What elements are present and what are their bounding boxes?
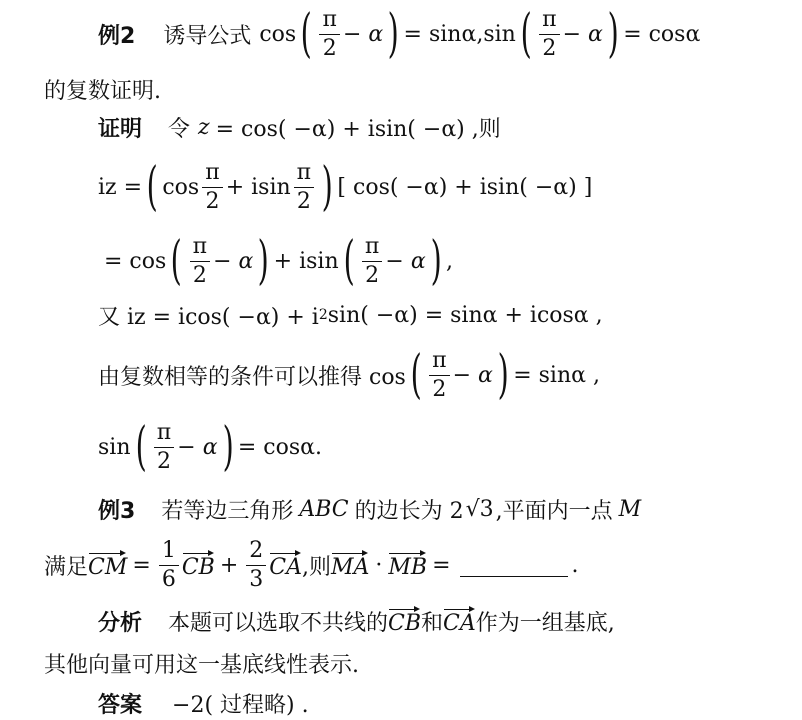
- left-paren: (: [170, 231, 183, 291]
- proof-label: 证明: [98, 116, 143, 142]
- proof-line-3: [104, 232, 453, 290]
- point-m: M: [618, 496, 642, 522]
- pi-over-2-fraction: $\frac{\pi}{2}$: [539, 8, 559, 59]
- answer-text: −2( 过程略) .: [172, 692, 309, 718]
- conclusion-text: 由复数相等的条件可以推得 cos: [98, 364, 406, 390]
- triangle-abc: ABC: [299, 496, 349, 522]
- example2-tail-text: 的复数证明.: [44, 78, 161, 104]
- plus-sign: +: [219, 552, 239, 578]
- pi-over-2-fraction: $\frac{\pi}{2}$: [319, 8, 339, 59]
- right-paren: ): [497, 345, 509, 405]
- left-paren: (: [343, 231, 355, 291]
- minus-alpha: − α: [342, 21, 384, 47]
- analysis-text-a: 本题可以选取不共线的: [168, 610, 389, 636]
- vector-ca: CA: [443, 607, 476, 636]
- equals-cos-alpha-end: = cosα.: [237, 434, 322, 460]
- z-variable: z: [198, 114, 210, 140]
- vector-cb: CB: [182, 551, 215, 580]
- example3-text-a: 若等边三角形: [161, 498, 294, 524]
- right-paren: ): [387, 4, 399, 64]
- pi-over-2-fraction: $\frac{\pi}{2}$: [202, 161, 222, 212]
- example3-label: 例3: [98, 498, 136, 524]
- left-paren: (: [300, 4, 312, 64]
- proof-line-1: [98, 112, 501, 142]
- answer-blank: [460, 554, 568, 577]
- proof-line-5: [98, 346, 600, 404]
- example3-text-b: 的边长为 2: [354, 498, 464, 524]
- vector-ma: MA: [331, 551, 369, 580]
- example3-text-c: ,平面内一点: [495, 498, 613, 524]
- comma: ,: [476, 21, 484, 47]
- right-paren: ): [607, 4, 619, 64]
- equals-sign: =: [132, 552, 151, 578]
- analysis-text-b: 作为一组基底,: [475, 610, 615, 636]
- sin-fn: sin: [483, 21, 516, 47]
- example2-lead-text: 诱导公式: [163, 23, 252, 49]
- proof-line-4: 又 iz = icos( −α) + i 2 sin( −α) = sinα + icosα ,: [98, 300, 603, 330]
- pi-over-2-fraction: $\frac{\pi}{2}$: [362, 235, 382, 286]
- sqrt-3: √3: [465, 496, 494, 522]
- vector-mb: MB: [388, 551, 427, 580]
- equals-cos: = cos: [104, 248, 167, 274]
- example2-line: [98, 4, 701, 64]
- example3-equation-line: [44, 536, 579, 594]
- minus-alpha: − α: [452, 362, 493, 388]
- proof-line-2: [98, 158, 592, 216]
- example2-label: 例2: [98, 23, 136, 49]
- vector-cm: CM: [88, 551, 127, 580]
- analysis-line-1: [98, 604, 615, 638]
- vector-ca: CA: [269, 551, 302, 580]
- minus-alpha: − α: [213, 248, 254, 274]
- dot-product: ·: [375, 552, 383, 578]
- analysis-text-line2: 其他向量可用这一基底线性表示.: [44, 652, 359, 678]
- left-paren: (: [146, 157, 158, 217]
- plus-isin: + isin: [225, 174, 291, 200]
- right-paren: ): [257, 231, 270, 291]
- two-thirds-fraction: $\frac{2}{3}$: [246, 539, 266, 590]
- cos-fn: cos: [259, 21, 297, 47]
- then-text: ,则: [301, 554, 331, 580]
- equals-sin-alpha: = sinα ,: [513, 362, 600, 388]
- bracket-expression: [ cos( −α) + isin( −α) ]: [337, 174, 593, 200]
- pi-over-2-fraction: $\frac{\pi}{2}$: [154, 421, 174, 472]
- right-paren: ): [321, 157, 333, 217]
- right-paren: ): [222, 417, 234, 477]
- one-sixth-fraction: $\frac{1}{6}$: [159, 539, 179, 590]
- iz-equals: iz =: [98, 174, 143, 200]
- plus-isin: + isin: [273, 248, 339, 274]
- equals-cos-alpha: = cosα: [623, 21, 701, 47]
- minus-alpha: − α: [562, 21, 603, 47]
- sin-fn: sin: [98, 434, 131, 460]
- example2-tail-line: [44, 74, 161, 104]
- left-paren: (: [410, 345, 422, 405]
- left-paren: (: [520, 4, 532, 64]
- pi-over-2-fraction: $\frac{\pi}{2}$: [190, 235, 210, 286]
- example3-text-d: 满足: [44, 554, 89, 580]
- again-expression-rest: sin( −α) = sinα + icosα ,: [327, 302, 603, 328]
- left-paren: (: [135, 417, 147, 477]
- trailing-comma: ,: [445, 248, 453, 274]
- z-definition: = cos( −α) + isin( −α) ,则: [215, 116, 501, 142]
- period: .: [571, 552, 579, 578]
- minus-alpha: − α: [385, 248, 426, 274]
- pi-over-2-fraction: $\frac{\pi}{2}$: [294, 161, 314, 212]
- again-expression: 又 iz = icos( −α) + i: [98, 304, 319, 330]
- minus-alpha: − α: [177, 434, 218, 460]
- answer-line: [98, 688, 309, 718]
- cos-fn: cos: [162, 174, 200, 200]
- analysis-line-2: [44, 648, 359, 678]
- analysis-label: 分析: [98, 610, 143, 636]
- proof-line-6: [98, 418, 322, 476]
- equals-sign: =: [432, 552, 451, 578]
- pi-over-2-fraction: $\frac{\pi}{2}$: [429, 349, 449, 400]
- and-text: 和: [421, 610, 444, 636]
- vector-cb: CB: [388, 607, 421, 636]
- equals-sin-alpha: = sinα: [403, 21, 477, 47]
- let-text: 令: [168, 116, 191, 142]
- right-paren: ): [430, 231, 442, 291]
- example3-line: [98, 492, 641, 526]
- answer-label: 答案: [98, 692, 143, 718]
